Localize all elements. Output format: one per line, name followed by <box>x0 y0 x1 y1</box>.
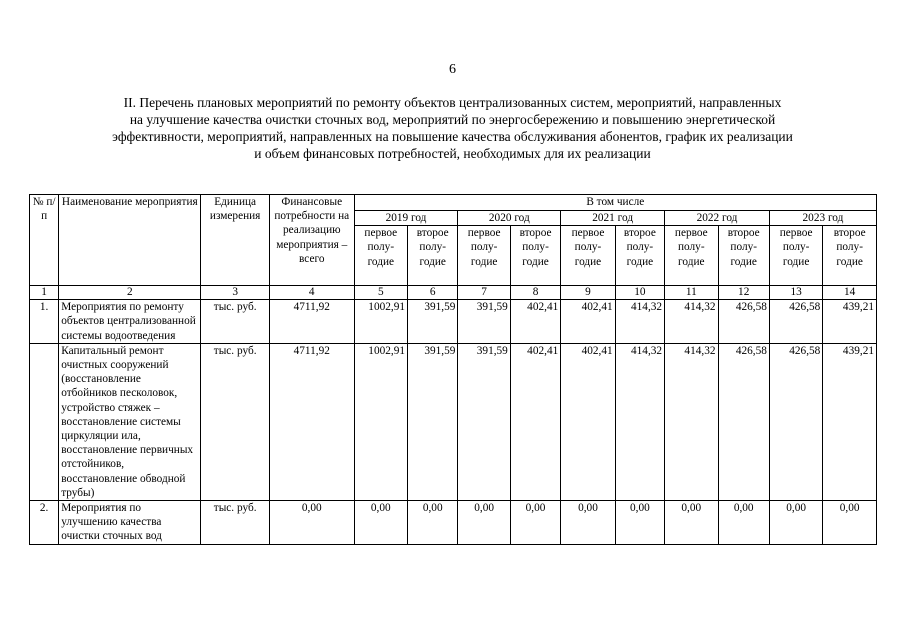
column-number: 6 <box>408 286 458 300</box>
row-value: 414,32 <box>615 300 664 344</box>
row-value: 0,00 <box>561 501 615 545</box>
row-value: 402,41 <box>510 300 560 344</box>
table-row <box>30 501 877 545</box>
header-first-half: первое полу-годие <box>769 226 822 286</box>
row-value: 0,00 <box>665 501 718 545</box>
header-second-half: второе полу-годие <box>823 226 877 286</box>
column-number: 4 <box>269 286 354 300</box>
header-year: 2023 год <box>769 211 876 226</box>
row-value: 0,00 <box>769 501 822 545</box>
column-number: 3 <box>201 286 270 300</box>
row-value: 414,32 <box>665 300 718 344</box>
header-first-half: первое полу-годие <box>458 226 510 286</box>
row-num <box>30 343 59 500</box>
row-num: 2. <box>30 501 59 545</box>
title-line: эффективности, мероприятий, направленных на повышение качества обслуживания абонентов, график их реализации <box>112 129 793 144</box>
column-number: 12 <box>718 286 769 300</box>
row-unit: тыс. руб. <box>201 300 270 344</box>
document-title <box>30 94 875 162</box>
header-second-half: второе полу-годие <box>510 226 560 286</box>
header-second-half: второе полу-годие <box>408 226 458 286</box>
row-value: 0,00 <box>458 501 510 545</box>
header-year: 2021 год <box>561 211 665 226</box>
row-name: Капитальный ремонт очистных сооружений (восстановление отбойников песколовок, устройство стяжек – восстановление системы циркуляции ила, восстановление первичных отстойников, восстановление обводной трубы) <box>59 343 201 500</box>
row-value: 0,00 <box>615 501 664 545</box>
header-second-half: второе полу-годие <box>615 226 664 286</box>
title-line: и объем финансовых потребностей, необходимых для их реализации <box>254 146 651 161</box>
column-numbers-row <box>30 286 877 300</box>
header-first-half: первое полу-годие <box>354 226 407 286</box>
header-year: 2022 год <box>665 211 770 226</box>
row-total: 4711,92 <box>269 343 354 500</box>
row-value: 414,32 <box>665 343 718 500</box>
header-year: 2020 год <box>458 211 561 226</box>
row-value: 426,58 <box>718 343 769 500</box>
row-value: 439,21 <box>823 300 877 344</box>
measures-table <box>29 194 877 545</box>
column-number: 1 <box>30 286 59 300</box>
row-value: 426,58 <box>718 300 769 344</box>
row-value: 402,41 <box>561 300 615 344</box>
row-value: 1002,91 <box>354 300 407 344</box>
header-first-half: первое полу-годие <box>561 226 615 286</box>
row-name: Мероприятия по ремонту объектов централизованной системы водоотведения <box>59 300 201 344</box>
row-num: 1. <box>30 300 59 344</box>
row-value: 0,00 <box>718 501 769 545</box>
header-num: № п/п <box>30 195 59 286</box>
column-number: 13 <box>769 286 822 300</box>
row-value: 414,32 <box>615 343 664 500</box>
row-value: 402,41 <box>510 343 560 500</box>
header-including: В том числе <box>354 195 876 211</box>
column-number: 7 <box>458 286 510 300</box>
column-number: 10 <box>615 286 664 300</box>
row-value: 0,00 <box>510 501 560 545</box>
row-value: 1002,91 <box>354 343 407 500</box>
header-finance: Финансовые потребности на реализацию мероприятия – всего <box>269 195 354 286</box>
table-row <box>30 343 877 500</box>
row-value: 391,59 <box>458 343 510 500</box>
row-value: 391,59 <box>408 343 458 500</box>
column-number: 9 <box>561 286 615 300</box>
row-value: 391,59 <box>408 300 458 344</box>
title-line: II. Перечень плановых мероприятий по ремонту объектов централизованных систем, мероприятий, направленных <box>123 95 782 110</box>
row-total: 0,00 <box>269 501 354 545</box>
header-name: Наименование мероприятия <box>59 195 201 286</box>
column-number: 14 <box>823 286 877 300</box>
row-value: 0,00 <box>408 501 458 545</box>
row-unit: тыс. руб. <box>201 343 270 500</box>
column-number: 5 <box>354 286 407 300</box>
page-number: 6 <box>449 62 456 77</box>
row-value: 402,41 <box>561 343 615 500</box>
row-value: 0,00 <box>354 501 407 545</box>
table-row <box>30 300 877 344</box>
row-value: 439,21 <box>823 343 877 500</box>
header-year: 2019 год <box>354 211 458 226</box>
header-first-half: первое полу-годие <box>665 226 718 286</box>
header-unit: Единица измерения <box>201 195 270 286</box>
column-number: 2 <box>59 286 201 300</box>
title-line: на улучшение качества очистки сточных вод, мероприятий по энергосбережению и повышению энергетической <box>129 112 776 127</box>
header-second-half: второе полу-годие <box>718 226 769 286</box>
row-unit: тыс. руб. <box>201 501 270 545</box>
row-value: 426,58 <box>769 343 822 500</box>
row-value: 391,59 <box>458 300 510 344</box>
row-name: Мероприятия по улучшению качества очистки сточных вод <box>59 501 201 545</box>
row-value: 0,00 <box>823 501 877 545</box>
row-value: 426,58 <box>769 300 822 344</box>
row-total: 4711,92 <box>269 300 354 344</box>
column-number: 8 <box>510 286 560 300</box>
column-number: 11 <box>665 286 718 300</box>
